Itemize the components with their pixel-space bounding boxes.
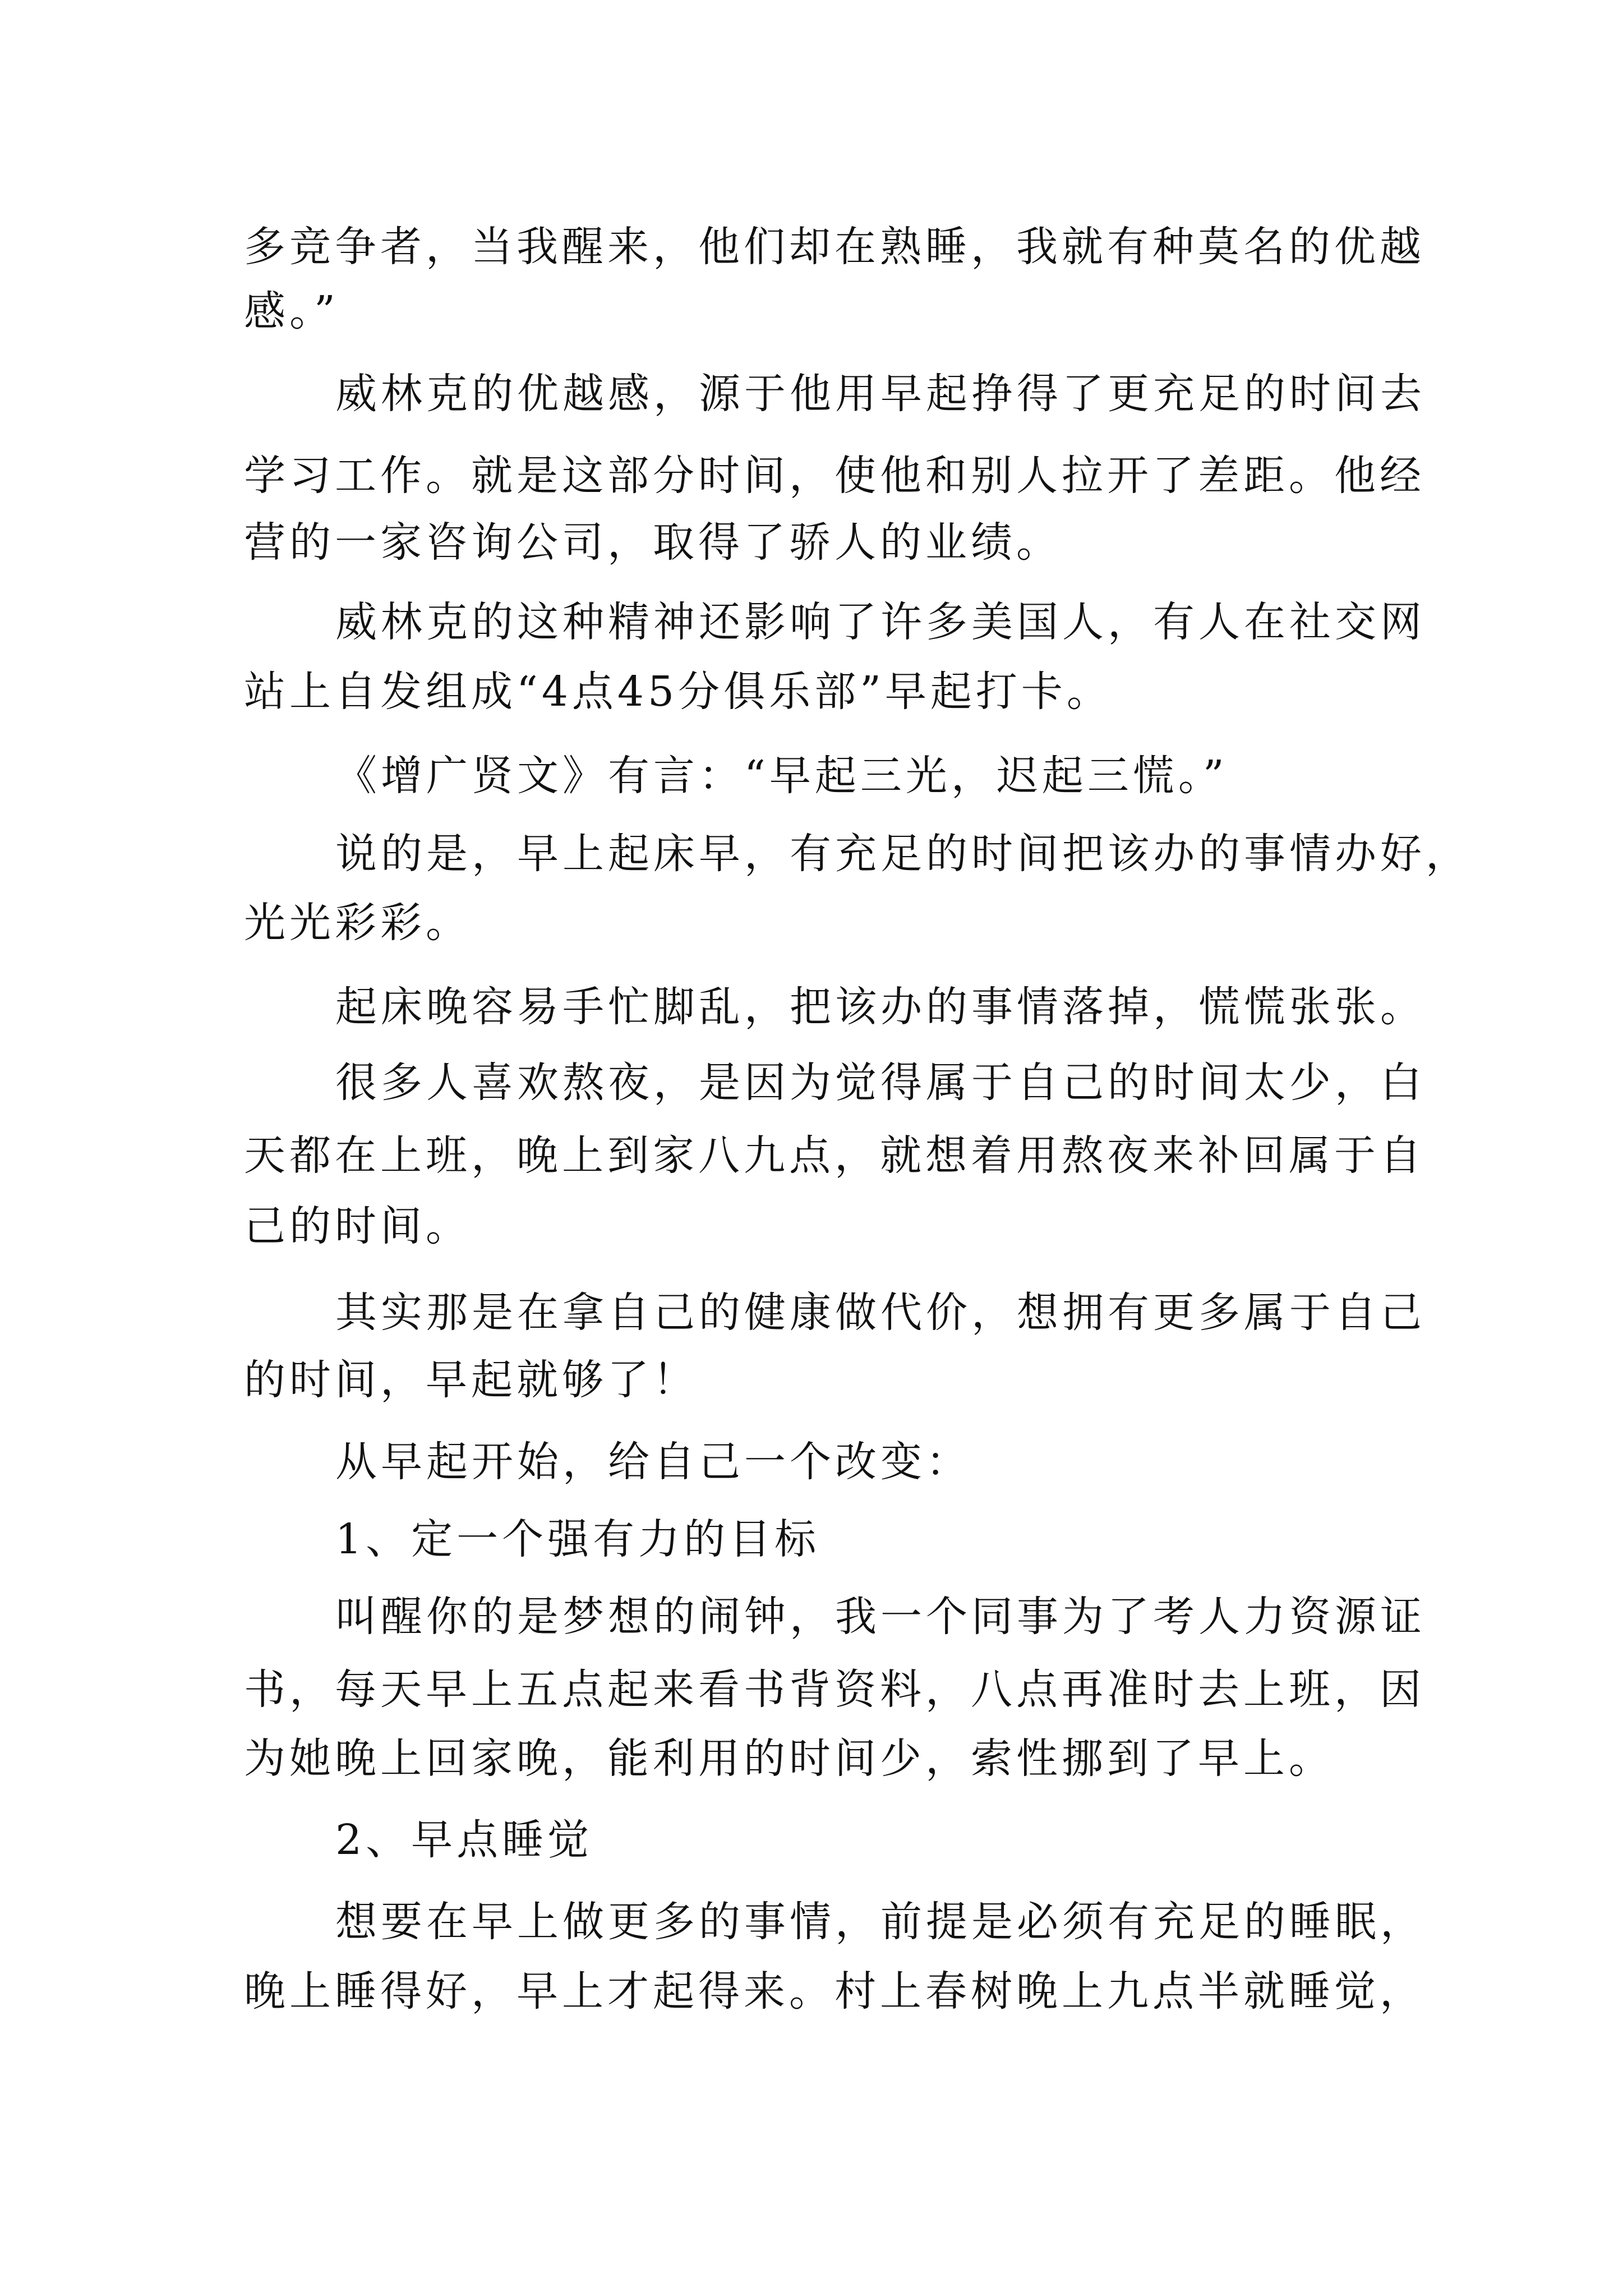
text-line: 营的一家咨询公司，取得了骄人的业绩。 bbox=[244, 518, 1062, 567]
text-line: 书，每天早上五点起来看书背资料，八点再准时去上班，因 bbox=[244, 1665, 1425, 1714]
numbered-heading: 2、早点睡觉 bbox=[335, 1816, 593, 1864]
paragraph-line: 威林克的优越感，源于他用早起挣得了更充足的时间去 bbox=[335, 370, 1426, 418]
paragraph-line: 叫醒你的是梦想的闹钟，我一个同事为了考人力资源证 bbox=[335, 1593, 1426, 1641]
text-line: 天都在上班，晚上到家八九点，就想着用熬夜来补回属于自 bbox=[244, 1131, 1425, 1180]
text-line: 站上自发组成“4点45分俱乐部”早起打卡。 bbox=[244, 668, 1112, 716]
paragraph-line: 说的是，早上起床早，有充足的时间把该办的事情办好， bbox=[335, 830, 1471, 878]
paragraph-line: 起床晚容易手忙脚乱，把该办的事情落掉，慌慌张张。 bbox=[335, 983, 1426, 1031]
paragraph-line: 很多人喜欢熬夜，是因为觉得属于自己的时间太少，白 bbox=[335, 1059, 1426, 1107]
paragraph-line: 其实那是在拿自己的健康做代价，想拥有更多属于自己 bbox=[335, 1289, 1426, 1337]
paragraph-line: 威林克的这种精神还影响了许多美国人，有人在社交网 bbox=[335, 598, 1426, 646]
text-line: 晚上睡得好，早上才起得来。村上春树晚上九点半就睡觉， bbox=[244, 1967, 1425, 2016]
text-line: 光光彩彩。 bbox=[244, 899, 471, 947]
text-line: 感。” bbox=[244, 287, 339, 335]
paragraph-line: 《增广贤文》有言：“早起三光，迟起三慌。” bbox=[335, 752, 1228, 800]
paragraph-line: 从早起开始，给自己一个改变： bbox=[335, 1438, 971, 1486]
text-line: 己的时间。 bbox=[244, 1202, 471, 1250]
text-line: 学习工作。就是这部分时间，使他和别人拉开了差距。他经 bbox=[244, 452, 1425, 500]
numbered-heading: 1、定一个强有力的目标 bbox=[335, 1515, 820, 1563]
text-line: 多竞争者，当我醒来，他们却在熟睡，我就有种莫名的优越 bbox=[244, 223, 1425, 271]
text-line: 为她晚上回家晚，能利用的时间少，索性挪到了早上。 bbox=[244, 1734, 1334, 1783]
paragraph-line: 想要在早上做更多的事情，前提是必须有充足的睡眠， bbox=[335, 1898, 1426, 1946]
text-line: 的时间，早起就够了！ bbox=[244, 1356, 698, 1404]
